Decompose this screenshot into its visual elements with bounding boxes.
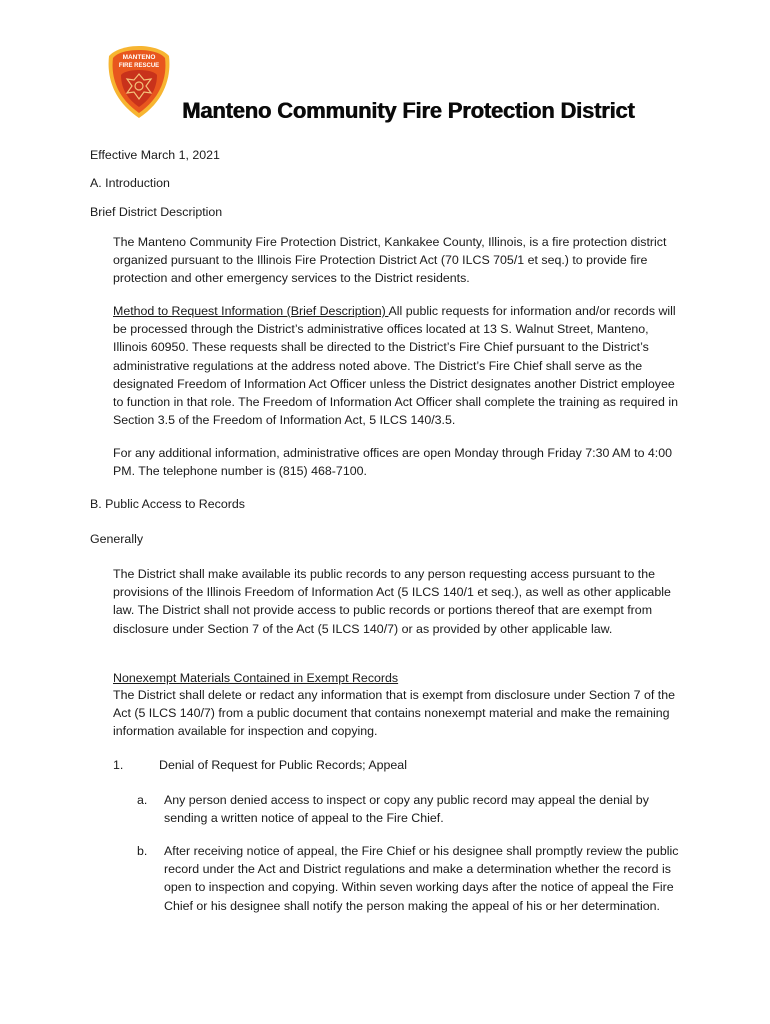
logo-text-bottom: FIRE RESCUE (118, 63, 160, 69)
nonexempt-paragraph: The District shall delete or redact any information that is exempt from disclosure under Section 7 of the Act (5 ILCS 140/7) from a public document that contains nonexempt material and make the remaining information available for inspection and copying. (113, 688, 675, 739)
public-access-paragraph: The District shall make available its public records to any person requesting access pursuant to the provisions of the Illinois Freedom of Information Act (5 ILCS 140/1 et seq.), as well as other applicable law. The District shall not provide access to public records or portions thereof that are exempt from disclosure under Section 7 of the Act (5 ILCS 140/7) or as provided by other applicable law. (113, 567, 671, 636)
item-1-title: Denial of Request for Public Records; Appeal (159, 758, 407, 772)
item-a-label: a. (137, 793, 148, 807)
item-1-number: 1. (113, 758, 124, 772)
effective-date: Effective March 1, 2021 (90, 148, 220, 162)
method-text: All public requests for information and/or records will be processed through the District’s administrative offices located at 13 S. Walnut Street, Manteno, Illinois 60950. These requests shall be directed to the District’s Fire Chief pursuant to the District’s administrative regulations at the address noted above. The District’s Fire Chief shall serve as the designated Freedom of Information Act Officer unless the District designates another District employee to function in that role. The Freedom of Information Act Officer shall complete the training as required in Section 3.5 of the Freedom of Information Act, 5 ILCS 140/3.5. (113, 304, 678, 428)
fire-rescue-logo (106, 44, 172, 120)
nonexempt-heading: Nonexempt Materials Contained in Exempt Records (113, 671, 399, 685)
item-b-label: b. (137, 844, 148, 858)
section-a-subheading: Brief District Description (90, 205, 223, 219)
item-a-text: Any person denied access to inspect or copy any public record may appeal the denial by sending a written notice of appeal to the Fire Chief. (164, 793, 649, 826)
method-paragraph (113, 302, 678, 429)
section-a-heading: A. Introduction (90, 176, 170, 190)
section-b-subheading: Generally (90, 532, 144, 546)
item-b-text: After receiving notice of appeal, the Fire Chief or his designee shall promptly review the public record under the Act and District regulations and make a determination whether the record is open to inspection and copying. Within seven working days after the notice of appeal the Fire Chief or his designee shall notify the person making the appeal of his or her determination. (164, 844, 679, 913)
office-hours-paragraph: For any additional information, administrative offices are open Monday through Friday 7:30 AM to 4:00 PM. The telephone number is (815) 468-7100. (113, 446, 673, 479)
method-label: Method to Request Information (Brief Description) (113, 304, 389, 318)
page-title: Manteno Community Fire Protection District (182, 98, 635, 123)
section-b-heading: B. Public Access to Records (90, 497, 245, 511)
logo-text-top: MANTENO (122, 54, 156, 61)
district-description: The Manteno Community Fire Protection District, Kankakee County, Illinois, is a fire protection district organized pursuant to the Illinois Fire Protection District Act (70 ILCS 705/1 et seq.) to provide fire protection and other emergency services to the District residents. (113, 235, 667, 286)
